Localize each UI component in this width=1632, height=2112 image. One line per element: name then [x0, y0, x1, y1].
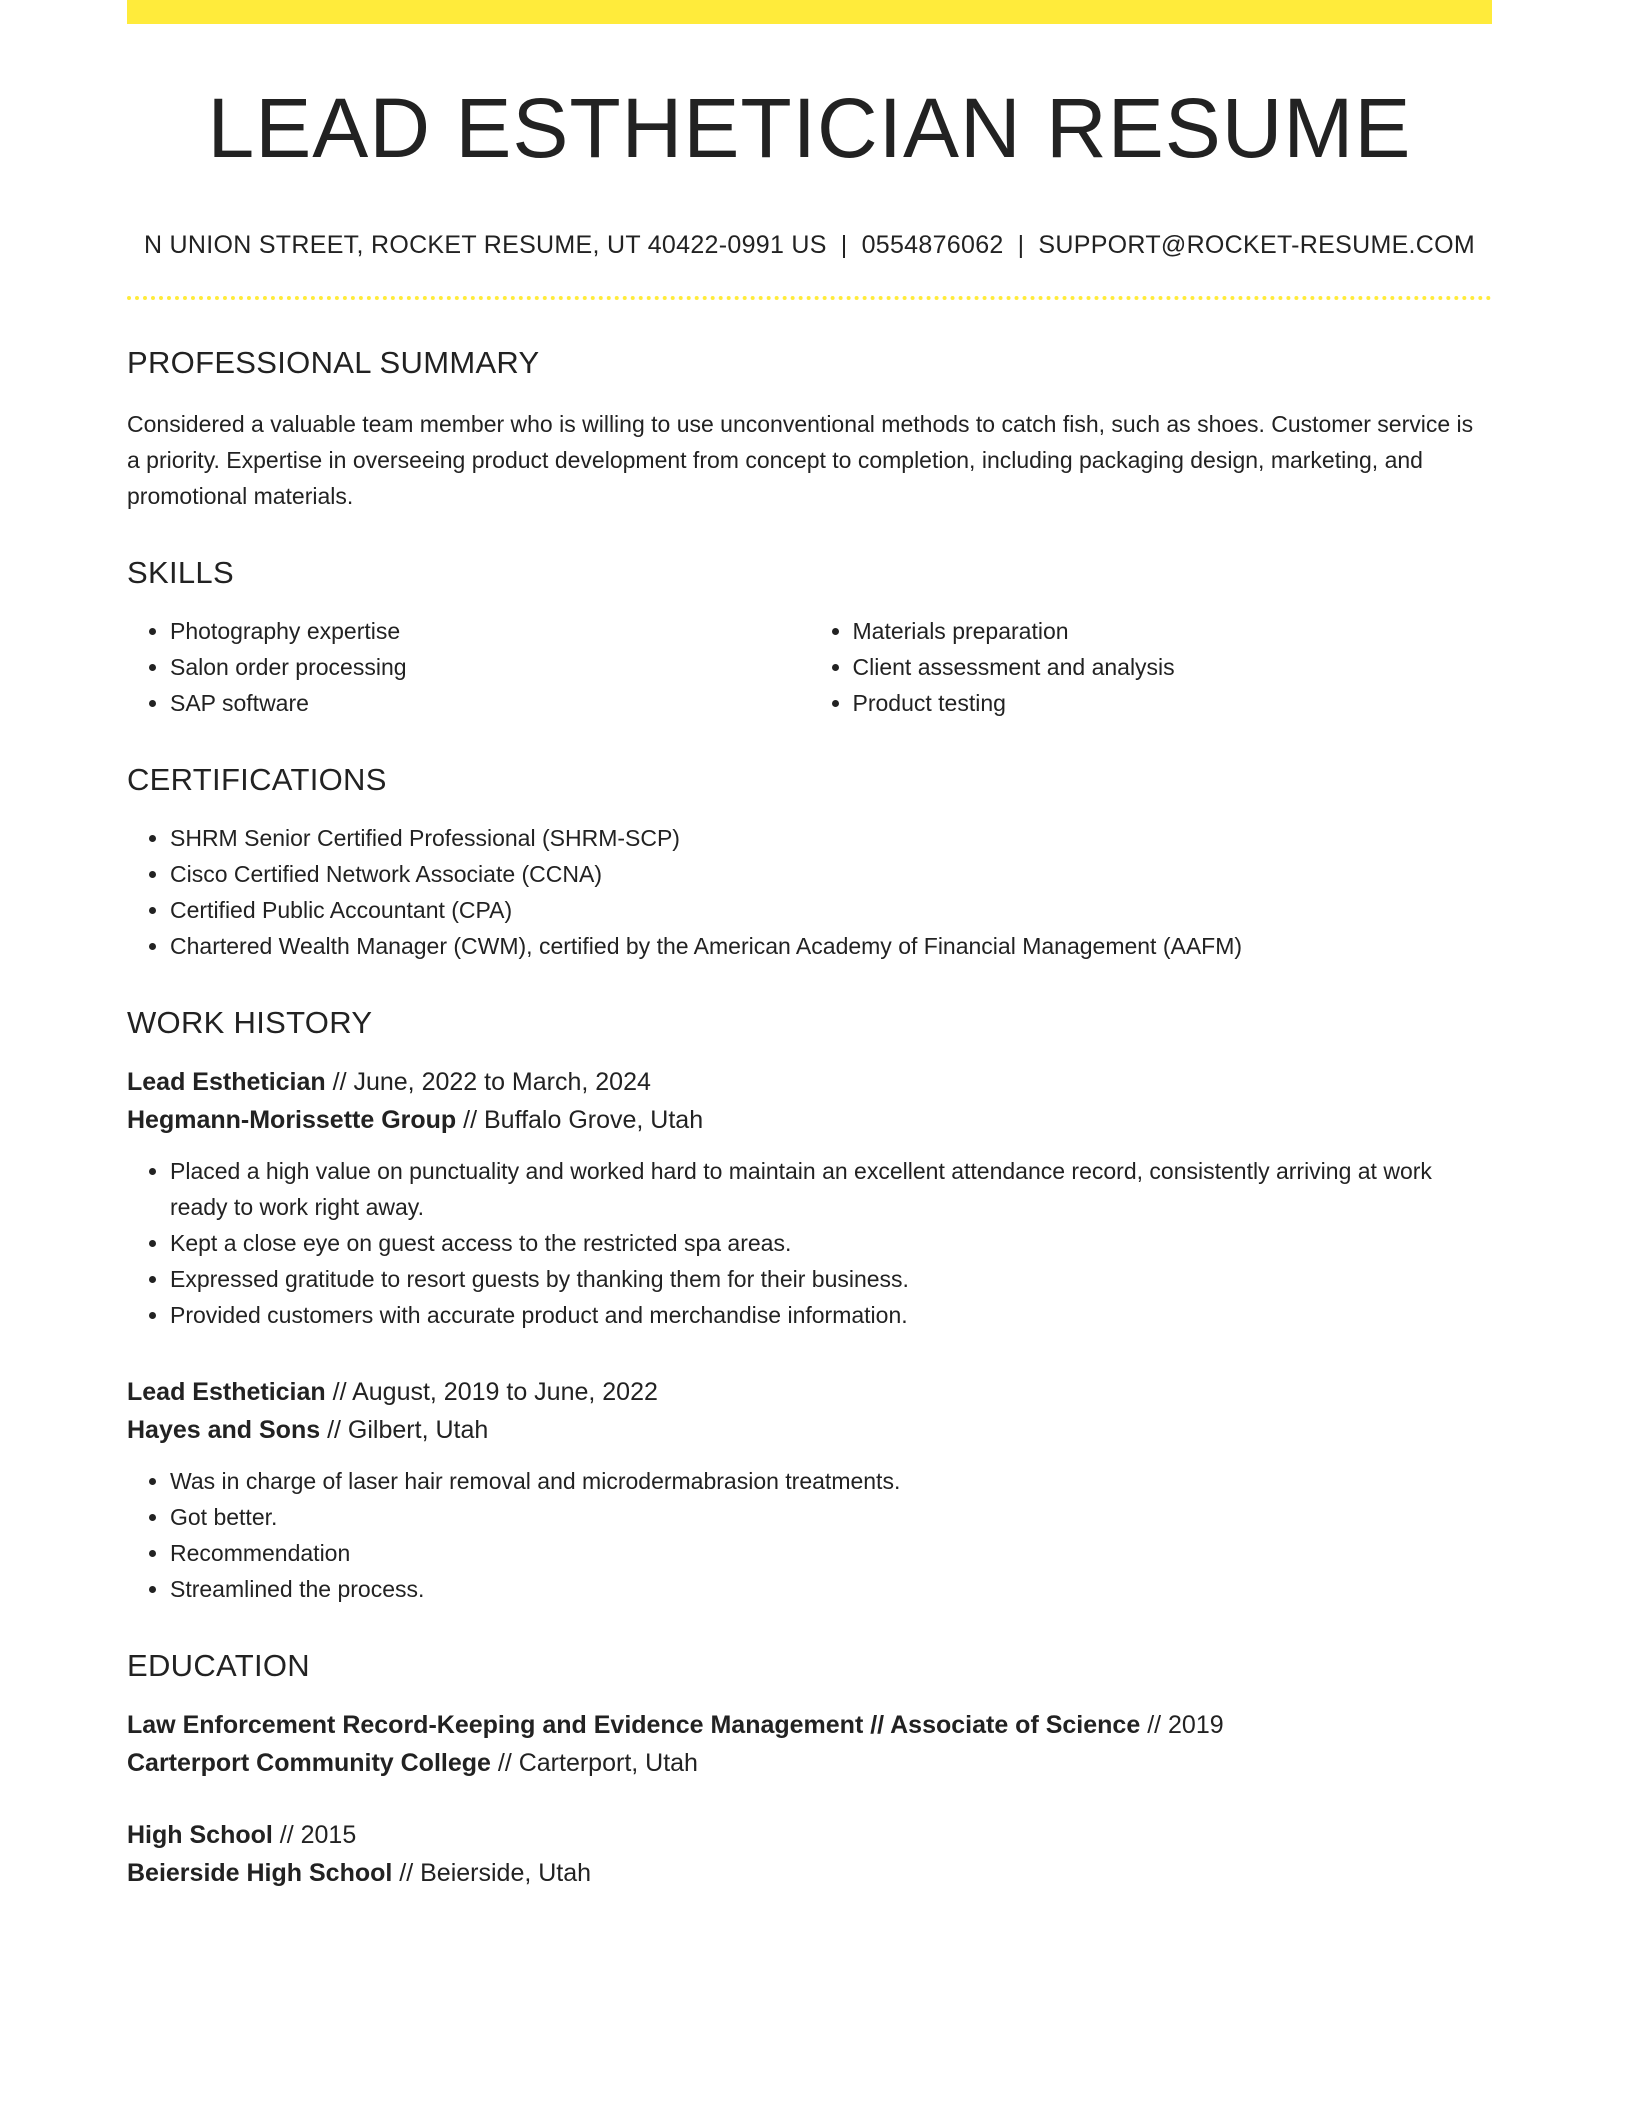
certification-item: • Certified Public Accountant (CPA) — [170, 892, 1492, 928]
accent-top-bar — [127, 0, 1492, 24]
skills-heading: SKILLS — [127, 554, 234, 590]
skill-item: • Salon order processing — [170, 649, 810, 685]
education-location: // Beierside, Utah — [399, 1859, 592, 1888]
dotted-divider — [127, 296, 1492, 300]
job-title: Lead Esthetician — [127, 1378, 326, 1407]
job-company-line — [127, 1101, 1492, 1139]
certification-item: • Cisco Certified Network Associate (CCNA) — [170, 856, 1492, 892]
summary-text: Considered a valuable team member who is willing to use unconventional methods to catch fish, such as shoes. Customer service is a priority. Expertise in overseeing product development from concept to completion, including packaging design, marketing, and promotional materials. — [127, 410, 1474, 509]
skill-item: • Photography expertise — [170, 613, 810, 649]
job-title-line — [127, 1373, 1492, 1411]
resume-title: LEAD ESTHETICIAN RESUME — [207, 81, 1412, 175]
education-entry — [127, 1816, 1492, 1892]
education-degree-line — [127, 1706, 1492, 1744]
job-entry — [127, 1373, 1492, 1607]
contact-separator: | — [1017, 231, 1025, 260]
job-bullet: • Expressed gratitude to resort guests by thanking them for their business. — [170, 1261, 1492, 1297]
education-year: // 2019 — [1147, 1711, 1224, 1740]
education-degree: High School — [127, 1821, 273, 1850]
job-bullet: • Kept a close eye on guest access to the restricted spa areas. — [170, 1225, 1492, 1261]
job-bullets — [127, 1153, 1492, 1333]
skills-list — [127, 613, 1492, 721]
contact-line — [127, 230, 1492, 260]
resume-page — [127, 0, 1492, 1892]
job-entry — [127, 1063, 1492, 1333]
education-degree-line — [127, 1816, 1492, 1854]
certification-item: • SHRM Senior Certified Professional (SHRM-SCP) — [170, 820, 1492, 856]
job-bullet: • Was in charge of laser hair removal and microdermabrasion treatments. — [170, 1463, 1492, 1499]
education-year: // 2015 — [279, 1821, 357, 1850]
job-bullet: • Got better. — [170, 1499, 1492, 1535]
job-location: // Buffalo Grove, Utah — [463, 1106, 704, 1135]
contact-address: N UNION STREET, ROCKET RESUME, UT 40422-0991 US — [143, 231, 827, 260]
education-school-line — [127, 1854, 1492, 1892]
education-entry — [127, 1706, 1492, 1782]
job-company: Hegmann-Morissette Group — [127, 1106, 457, 1135]
job-bullet: • Streamlined the process. — [170, 1571, 1492, 1607]
job-bullet: • Placed a high value on punctuality and worked hard to maintain an excellent attendance record, consistently arriving at work ready to work right away. — [170, 1153, 1492, 1225]
job-title: Lead Esthetician — [127, 1068, 326, 1097]
job-dates: // June, 2022 to March, 2024 — [332, 1068, 651, 1097]
education-heading: EDUCATION — [127, 1648, 310, 1684]
education-location: // Carterport, Utah — [497, 1749, 698, 1778]
skills-column-left — [127, 613, 810, 721]
education-school-line — [127, 1744, 1492, 1782]
skill-item: • SAP software — [170, 685, 810, 721]
education-school: Beierside High School — [127, 1859, 393, 1888]
certification-item: • Chartered Wealth Manager (CWM), certified by the American Academy of Financial Management (AAFM) — [170, 928, 1492, 964]
education-school: Carterport Community College — [127, 1749, 491, 1778]
skills-column-right — [810, 613, 1493, 721]
skill-item: • Materials preparation — [853, 613, 1493, 649]
contact-separator: | — [840, 231, 848, 260]
job-bullet: • Provided customers with accurate product and merchandise information. — [170, 1297, 1492, 1333]
job-company-line — [127, 1411, 1492, 1449]
contact-email[interactable]: SUPPORT@ROCKET-RESUME.COM — [1038, 231, 1476, 260]
certifications-heading: CERTIFICATIONS — [127, 761, 387, 797]
skill-item: • Client assessment and analysis — [853, 649, 1493, 685]
job-company: Hayes and Sons — [127, 1416, 321, 1445]
summary-heading: PROFESSIONAL SUMMARY — [127, 345, 540, 381]
job-bullets — [127, 1463, 1492, 1607]
job-dates: // August, 2019 to June, 2022 — [332, 1378, 658, 1407]
job-title-line — [127, 1063, 1492, 1101]
skill-item: • Product testing — [853, 685, 1493, 721]
job-location: // Gilbert, Utah — [327, 1416, 489, 1445]
job-bullet: • Recommendation — [170, 1535, 1492, 1571]
certifications-list — [127, 820, 1492, 964]
contact-phone: 0554876062 — [861, 231, 1004, 260]
work-history-heading: WORK HISTORY — [127, 1004, 373, 1040]
education-degree: Law Enforcement Record-Keeping and Evidence Management // Associate of Science — [127, 1711, 1141, 1740]
